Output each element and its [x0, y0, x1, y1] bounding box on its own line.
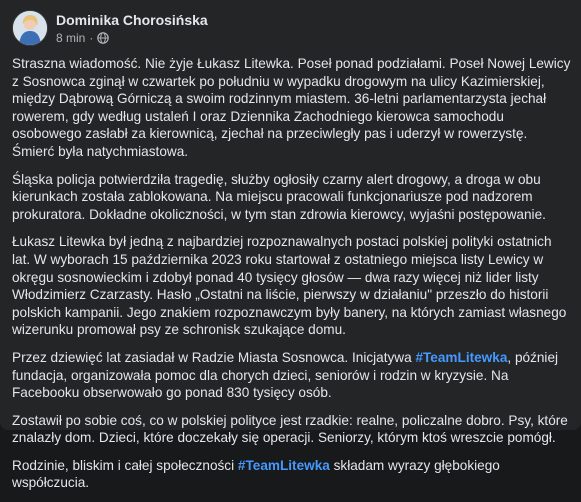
separator-dot: ·: [89, 30, 94, 45]
post-paragraph: Straszna wiadomość. Nie żyje Łukasz Litewka. Poseł ponad podziałami. Poseł Nowej Lewicy z Sosnowca zginął w czwartek po południu w wypadku drogowym na ulicy Kazimierskiej, między Dąbrową Górniczą a swoim rodzinnym miastem. 36-letni parlamentarzysta jechał rowerem, gdy według ustaleń I oraz Dziennika Zachodniego kierowca samochodu osobowego zasłabł za kierownicą, zjechał na przeciwległy pas i uderzył w rowerzystę. Śmierć była natychmiastowa.: [12, 56, 571, 159]
post-header: [12, 8, 208, 48]
paragraph-text: składam wyrazy głębokiego współczucia.: [12, 457, 500, 491]
author-avatar[interactable]: [12, 10, 48, 46]
post-paragraph: Śląska policja potwierdziła tragedię, służby ogłosiły czarny alert drogowy, a droga w obu kierunkach została zablokowana. Na miejscu pracowali funkcjonariusze pod nadzorem prokuratora. Dokładne okoliczności, w tym stan zdrowia kierowcy, wyjaśni postępowanie.: [12, 171, 546, 222]
paragraph-text: , później fundacja, organizowała pomoc dla chorych dzieci, seniorów i rodzin w kryzysie. Na Facebooku obserwowało go ponad 830 tysięcy osób.: [12, 349, 559, 401]
post-paragraph: [12, 349, 572, 402]
paragraph-text: Przez dziewięć lat zasiadał w Radzie Miasta Sosnowca. Inicjatywa: [12, 349, 416, 365]
post-timestamp[interactable]: 8 min: [56, 30, 86, 45]
post-paragraph: Zostawił po sobie coś, co w polskiej polityce jest rzadkie: realne, policzalne dobro. Psy, które znalazły dom. Dzieci, które doczekały się operacji. Seniorzy, którym ktoś wreszcie pomógł.: [12, 412, 568, 446]
post-paragraph: [12, 457, 572, 492]
hashtag-link[interactable]: #TeamLitewka: [237, 457, 330, 473]
globe-icon[interactable]: [97, 32, 109, 44]
author-name[interactable]: Dominika Chorosińska: [56, 11, 208, 28]
post-paragraph: Łukasz Litewka był jedną z najbardziej rozpoznawalnych postaci polskiej polityki ostatnich lat. W wyborach 15 października 2023 roku startował z ostatniego miejsca listy Lewicy w okręgu sosnowieckim i zdobył ponad 40 tysięcy głosów — dwa razy więcej niż lider listy Włodzimierz Czarzasty. Hasło „Ostatni na liście, pierwszy w działaniu" przeszło do historii polskich kampanii. Jego znakiem rozpoznawczym były banery, na których zamiast własnego wizerunku promował psy ze schronisk szukające domu.: [12, 234, 567, 338]
avatar-portrait-icon: [13, 11, 47, 45]
hashtag-link[interactable]: #TeamLitewka: [415, 349, 508, 365]
post-body: [12, 55, 572, 502]
paragraph-text: Rodzinie, bliskim i całej społeczności: [12, 457, 238, 473]
post-meta: [56, 30, 208, 46]
